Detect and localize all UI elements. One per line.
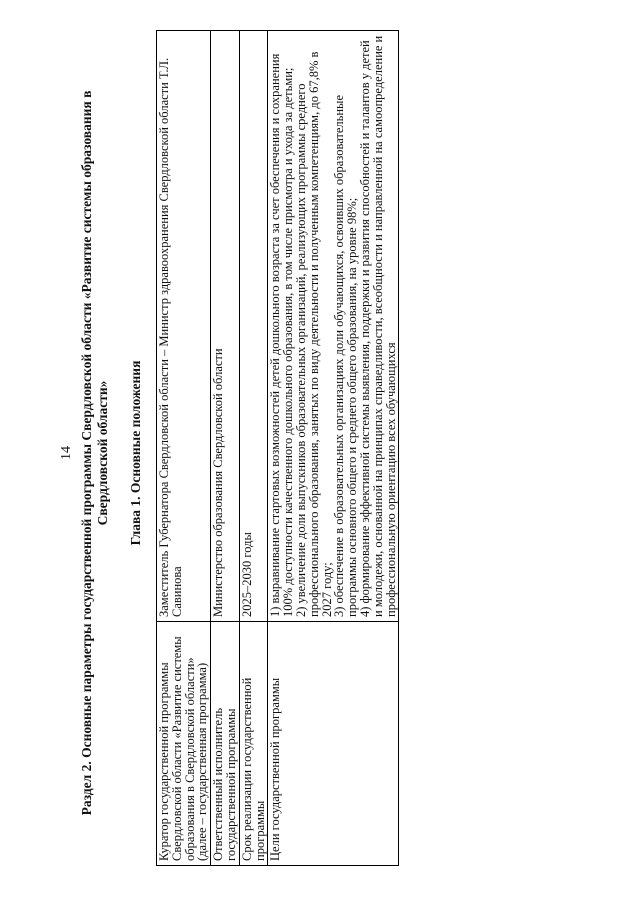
row-label-period: Срок реализации государственной программы [239,622,268,866]
row-label-executor: Ответственный исполнитель государственной программы [211,622,240,866]
goal-item: 4) формирование эффективной системы выявления, поддержки и развития способностей и талантов у детей и молодежи, основанной на принципах справедливости, всеобщности и направленной на самоопределение и профессиональную ориентацию всех обучающихся [357,35,398,617]
row-value-period: 2025–2030 годы [239,31,268,622]
row-label-goals: Цели государственной программы [268,622,399,866]
chapter-title: Глава 1. Основные положения [128,360,143,546]
table-row [211,31,240,866]
rotated-page [59,30,571,876]
section-title: Раздел 2. Основные параметры государственной программы Свердловской области «Развитие системы образования в Свердловской области» [79,90,110,816]
goal-item: 2) увеличение доли выпускников образовательных организаций, реализующих программы среднего профессионального образования, занятых по виду деятельности и полученным компетенциям, до 67,8% в 2027 году; [293,51,334,617]
table-row [157,31,211,866]
table-row [239,31,268,866]
goals-list [268,31,399,622]
table-row [268,31,399,866]
row-label-curator: Куратор государственной программы Свердловской области «Развитие системы образования в Свердловской области» (далее – государственная программа) [157,622,211,866]
goal-item: 1) выравнивание стартовых возможностей детей дошкольного возраста за счет обеспечения и сохранения 100% доступности качественного дошкольного образования, в том числе присмотра и ухода за детьми; [268,53,296,617]
row-value-executor: Министерство образования Свердловской области [211,31,240,622]
goal-item: 3) обеспечение в образовательных организациях доли обучающихся, освоивших образовательные программы основного общего и среднего общего образования, на уровне 98%; [332,94,360,617]
parameters-table [156,30,399,866]
row-value-curator: Заместитель Губернатора Свердловской области – Министр здравоохранения Свердловской области Т.Л. Савинова [157,31,211,622]
page-number: 14 [59,446,74,460]
